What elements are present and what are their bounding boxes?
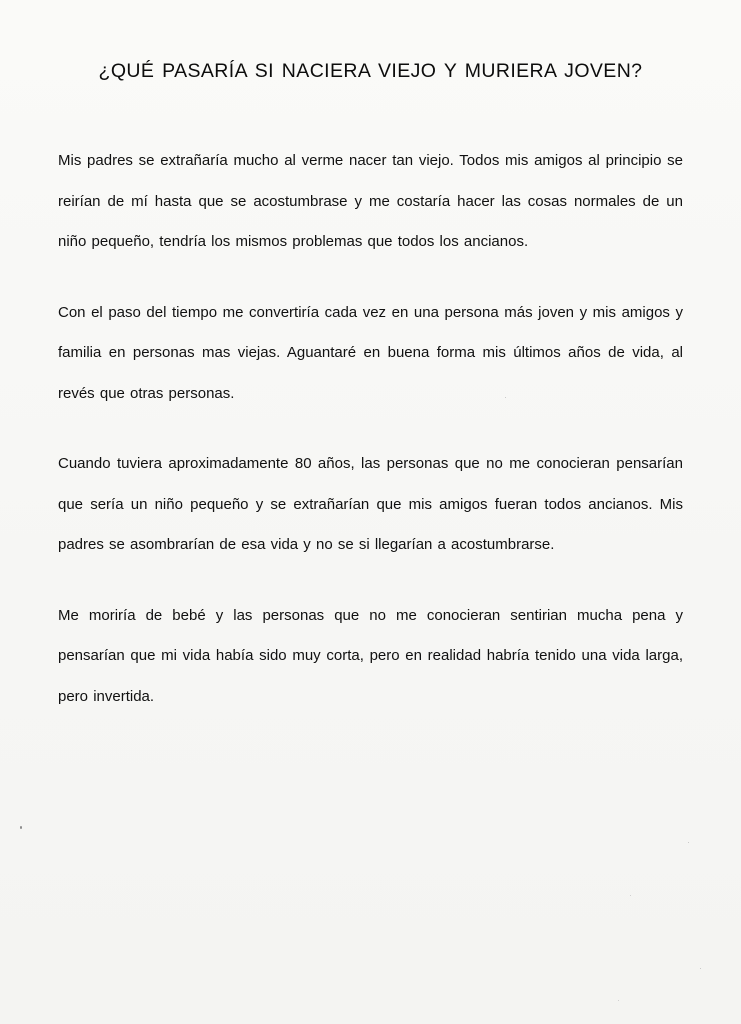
scan-speck bbox=[20, 826, 22, 829]
paragraph-1: Mis padres se extrañaría mucho al verme nacer tan viejo. Todos mis amigos al principio se reirían de mí hasta que se acostumbrase y me costaría hacer las cosas normales de un niño pequeño, tendría los mismos problemas que todos los ancianos. bbox=[58, 152, 683, 250]
scan-speck bbox=[630, 895, 631, 896]
paragraph-3: Cuando tuviera aproximadamente 80 años, las personas que no me conocieran pensarían que sería un niño pequeño y se extrañarían que mis amigos fueran todos ancianos. Mis padres se asombrarían de esa vida y no se si llegarían a acostumbrarse. bbox=[58, 455, 683, 553]
scan-speck bbox=[700, 968, 701, 969]
scan-speck bbox=[505, 397, 506, 398]
paragraph-2: Con el paso del tiempo me convertiría cada vez en una persona más joven y mis amigos y familia en personas mas viejas. Aguantaré en buena forma mis últimos años de vida, al revés que otras personas. bbox=[58, 303, 683, 402]
document-body bbox=[58, 141, 683, 717]
paragraph-4: Me moriría de bebé y las personas que no me conocieran sentirian mucha pena y pensarían que mi vida había sido muy corta, pero en realidad habría tenido una vida larga, pero invertida. bbox=[58, 606, 683, 705]
document-title: ¿QUÉ PASARÍA SI NACIERA VIEJO Y MURIERA JOVEN? bbox=[98, 60, 643, 82]
scan-speck bbox=[618, 1000, 619, 1001]
scan-speck bbox=[688, 842, 689, 843]
